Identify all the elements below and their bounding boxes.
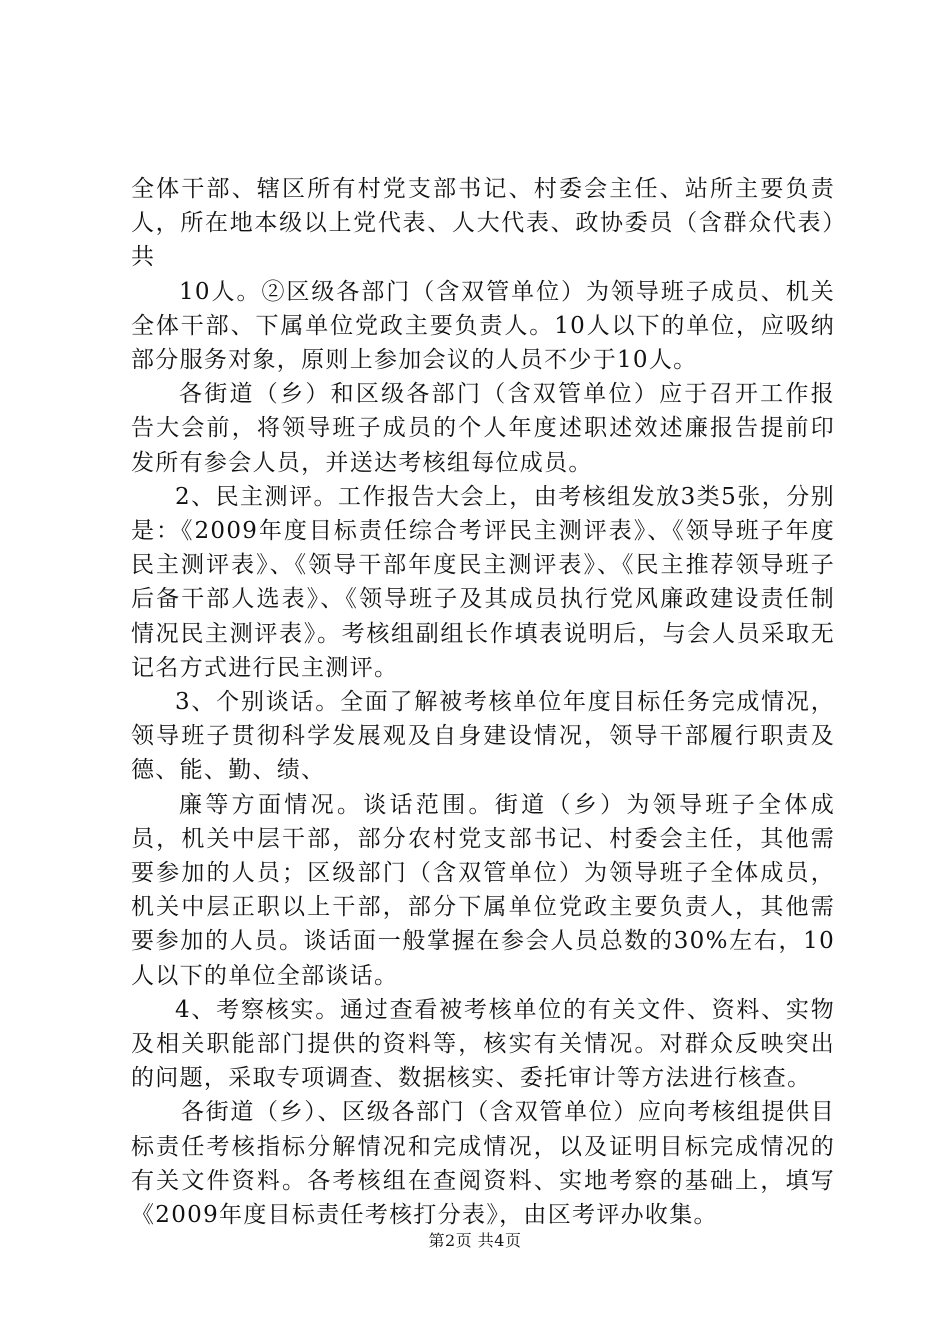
paragraph-verification: 4、考察核实。通过查看被考核单位的有关文件、资料、实物及相关职能部门提供的资料等，核实有关情况。对群众反映突出的问题，采取专项调查、数据核实、委托审计等方法进行核查。	[131, 996, 835, 1092]
paragraph-report-distribution: 各街道（乡）和区级各部门（含双管单位）应于召开工作报告大会前，将领导班子成员的个人年度述职述效述廉报告提前印发所有参会人员，并送达考核组每位成员。	[131, 381, 835, 476]
page-number-footer: 第2页 共4页	[428, 1231, 522, 1250]
paragraph-district-departments: 10人。②区级各部门（含双管单位）为领导班子成员、机关全体干部、下属单位党政主要负责人。10人以下的单位，应吸纳部分服务对象，原则上参加会议的人员不少于10人。	[131, 278, 835, 374]
document-body	[131, 172, 835, 1232]
paragraph-individual-talks: 3、个别谈话。全面了解被考核单位年度目标任务完成情况，领导班子贯彻科学发展观及自身建设情况，领导干部履行职责及德、能、勤、绩、	[131, 689, 835, 784]
paragraph-cadres-list: 全体干部、辖区所有村党支部书记、村委会主任、站所主要负责人，所在地本级以上党代表、人大代表、政协委员（含群众代表）共	[131, 176, 835, 271]
paragraph-materials: 各街道（乡）、区级各部门（含双管单位）应向考核组提供目标责任考核指标分解情况和完成情况，以及证明目标完成情况的有关文件资料。各考核组在查阅资料、实地考察的基础上，填写《2009年度目标责任考核打分表》，由区考评办收集。	[131, 1099, 835, 1229]
paragraph-democratic-evaluation: 2、民主测评。工作报告大会上，由考核组发放3类5张，分别是：《2009年度目标责任综合考评民主测评表》、《领导班子年度民主测评表》、《领导干部年度民主测评表》、《民主推荐领导班子后备干部人选表》、《领导班子及其成员执行党风廉政建设责任制情况民主测评表》。考核组副组长作填表说明后，与会人员采取无记名方式进行民主测评。	[131, 483, 835, 681]
paragraph-talk-scope: 廉等方面情况。谈话范围。街道（乡）为领导班子全体成员，机关中层干部，部分农村党支部书记、村委会主任，其他需要参加的人员；区级部门（含双管单位）为领导班子全体成员，机关中层正职以上干部，部分下属单位党政主要负责人，其他需要参加的人员。谈话面一般掌握在参会人员总数的30%左右，10人以下的单位全部谈话。	[131, 791, 835, 989]
